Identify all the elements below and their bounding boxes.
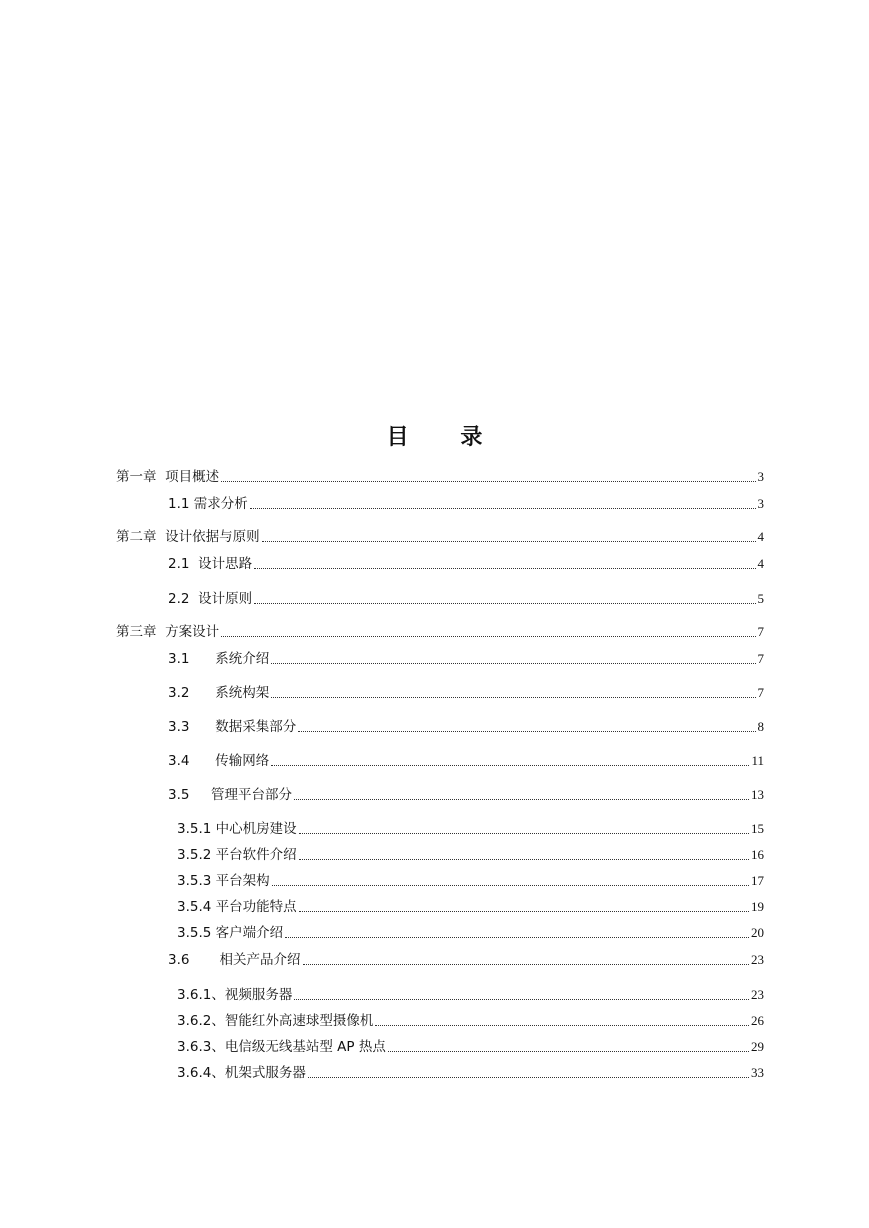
toc-entry-3-6-4[interactable] (177, 1062, 764, 1082)
dot-leader (271, 764, 749, 766)
toc-entry-text: 电信级无线基站型 AP 热点 (224, 1039, 386, 1055)
dot-leader (308, 1076, 749, 1078)
toc-entry-number: 3.5.4 (177, 899, 212, 915)
toc-entry-page: 7 (757, 685, 764, 700)
dot-leader (299, 832, 749, 834)
dot-leader (303, 963, 749, 965)
dot-leader (272, 884, 749, 886)
toc-entry-page: 4 (757, 556, 764, 571)
toc-entry-number: 3.6 (168, 952, 190, 968)
toc-entry-text: 平台功能特点 (215, 899, 297, 915)
dot-leader (388, 1050, 749, 1052)
toc-entry-number: 3.5.1 (177, 821, 212, 837)
toc-entry-2-1[interactable] (168, 553, 764, 573)
toc-entry-3-5[interactable] (168, 784, 764, 804)
toc-entry-number: 第二章 (116, 529, 157, 545)
toc-entry-page: 3 (757, 469, 764, 484)
toc-entry-3-6-2[interactable] (177, 1010, 764, 1030)
toc-entry-3-5-5[interactable] (177, 922, 764, 942)
dot-leader (299, 910, 749, 912)
toc-entry-text: 设计依据与原则 (165, 529, 260, 545)
dot-leader (262, 540, 756, 542)
toc-entry-3-5-1[interactable] (177, 818, 764, 838)
toc-entry-3-4[interactable] (168, 750, 764, 770)
toc-entry-1-1[interactable] (168, 493, 764, 513)
toc-entry-text: 设计原则 (198, 591, 253, 607)
dot-leader (254, 602, 755, 604)
toc-entry-text: 中心机房建设 (215, 821, 297, 837)
toc-entry-number: 3.6.4、 (177, 1065, 225, 1081)
toc-entry-page: 26 (751, 1013, 764, 1028)
toc-entry-page: 23 (751, 952, 764, 967)
toc-entry-3-5-3[interactable] (177, 870, 764, 890)
toc-entry-page: 29 (751, 1039, 764, 1054)
toc-entry-page: 7 (757, 624, 764, 639)
toc-entry-chapter-3[interactable] (116, 621, 764, 641)
toc-entry-page: 33 (751, 1065, 764, 1080)
dot-leader (294, 998, 749, 1000)
toc-entry-chapter-1[interactable] (116, 466, 764, 486)
dot-leader (298, 730, 755, 732)
dot-leader (254, 567, 755, 569)
toc-entry-3-5-2[interactable] (177, 844, 764, 864)
toc-entry-2-2[interactable] (168, 588, 764, 608)
toc-entry-text: 传输网络 (215, 753, 270, 769)
toc-entry-number: 2.2 (168, 591, 190, 607)
toc-entry-number: 3.2 (168, 685, 190, 701)
toc-entry-page: 17 (751, 873, 764, 888)
toc-entry-number: 3.5.2 (177, 847, 212, 863)
toc-entry-number: 3.5.3 (177, 873, 212, 889)
toc-entry-text: 系统介绍 (215, 651, 270, 667)
dot-leader (294, 798, 749, 800)
toc-entry-page: 3 (757, 496, 764, 511)
toc-entry-3-6[interactable] (168, 949, 764, 969)
dot-leader (250, 507, 756, 509)
toc-entry-page: 13 (751, 787, 764, 802)
toc-title: 目 录 (386, 425, 505, 450)
toc-entry-page: 11 (751, 753, 764, 768)
toc-entry-page: 16 (751, 847, 764, 862)
dot-leader (271, 696, 755, 698)
toc-entry-text: 平台架构 (215, 873, 270, 889)
toc-entry-3-6-1[interactable] (177, 984, 764, 1004)
toc-entry-3-1[interactable] (168, 648, 764, 668)
toc-entry-text: 管理平台部分 (210, 787, 292, 803)
toc-entry-page: 5 (757, 591, 764, 606)
toc-entry-number: 3.6.2、 (177, 1013, 225, 1029)
dot-leader (221, 480, 755, 482)
dot-leader (271, 662, 755, 664)
toc-entry-page: 15 (751, 821, 764, 836)
toc-entry-text: 系统构架 (215, 685, 270, 701)
toc-entry-3-5-4[interactable] (177, 896, 764, 916)
toc-entry-text: 相关产品介绍 (219, 952, 301, 968)
toc-entry-number: 3.4 (168, 753, 190, 769)
toc-entry-text: 项目概述 (165, 469, 220, 485)
toc-entry-3-3[interactable] (168, 716, 764, 736)
toc-entry-number: 3.1 (168, 651, 190, 667)
toc-entry-text: 视频服务器 (224, 987, 293, 1003)
toc-entry-number: 第三章 (116, 624, 157, 640)
toc-entry-number: 1.1 (168, 496, 190, 512)
toc-entry-page: 19 (751, 899, 764, 914)
toc-entry-text: 数据采集部分 (215, 719, 297, 735)
toc-entry-page: 7 (757, 651, 764, 666)
toc-entry-3-2[interactable] (168, 682, 764, 702)
toc-entry-chapter-2[interactable] (116, 526, 764, 546)
toc-entry-page: 20 (751, 925, 764, 940)
dot-leader (221, 635, 755, 637)
toc-entry-text: 设计思路 (198, 556, 253, 572)
toc-entry-text: 机架式服务器 (224, 1065, 306, 1081)
dot-leader (285, 936, 749, 938)
toc-entry-3-6-3[interactable] (177, 1036, 764, 1056)
toc-entry-text: 方案设计 (165, 624, 220, 640)
toc-entry-number: 2.1 (168, 556, 190, 572)
dot-leader (375, 1024, 749, 1026)
toc-entry-number: 3.5 (168, 787, 190, 803)
toc-entry-page: 23 (751, 987, 764, 1002)
toc-entry-page: 4 (757, 529, 764, 544)
toc-entry-number: 3.6.1、 (177, 987, 225, 1003)
toc-entry-text: 智能红外高速球型摄像机 (224, 1013, 374, 1029)
toc-entry-text: 客户端介绍 (215, 925, 284, 941)
toc-entry-number: 第一章 (116, 469, 157, 485)
toc-entry-text: 需求分析 (193, 496, 248, 512)
toc-entry-number: 3.3 (168, 719, 190, 735)
toc-entry-number: 3.6.3、 (177, 1039, 225, 1055)
dot-leader (299, 858, 749, 860)
toc-entry-text: 平台软件介绍 (215, 847, 297, 863)
toc-entry-number: 3.5.5 (177, 925, 212, 941)
toc-entry-page: 8 (757, 719, 764, 734)
